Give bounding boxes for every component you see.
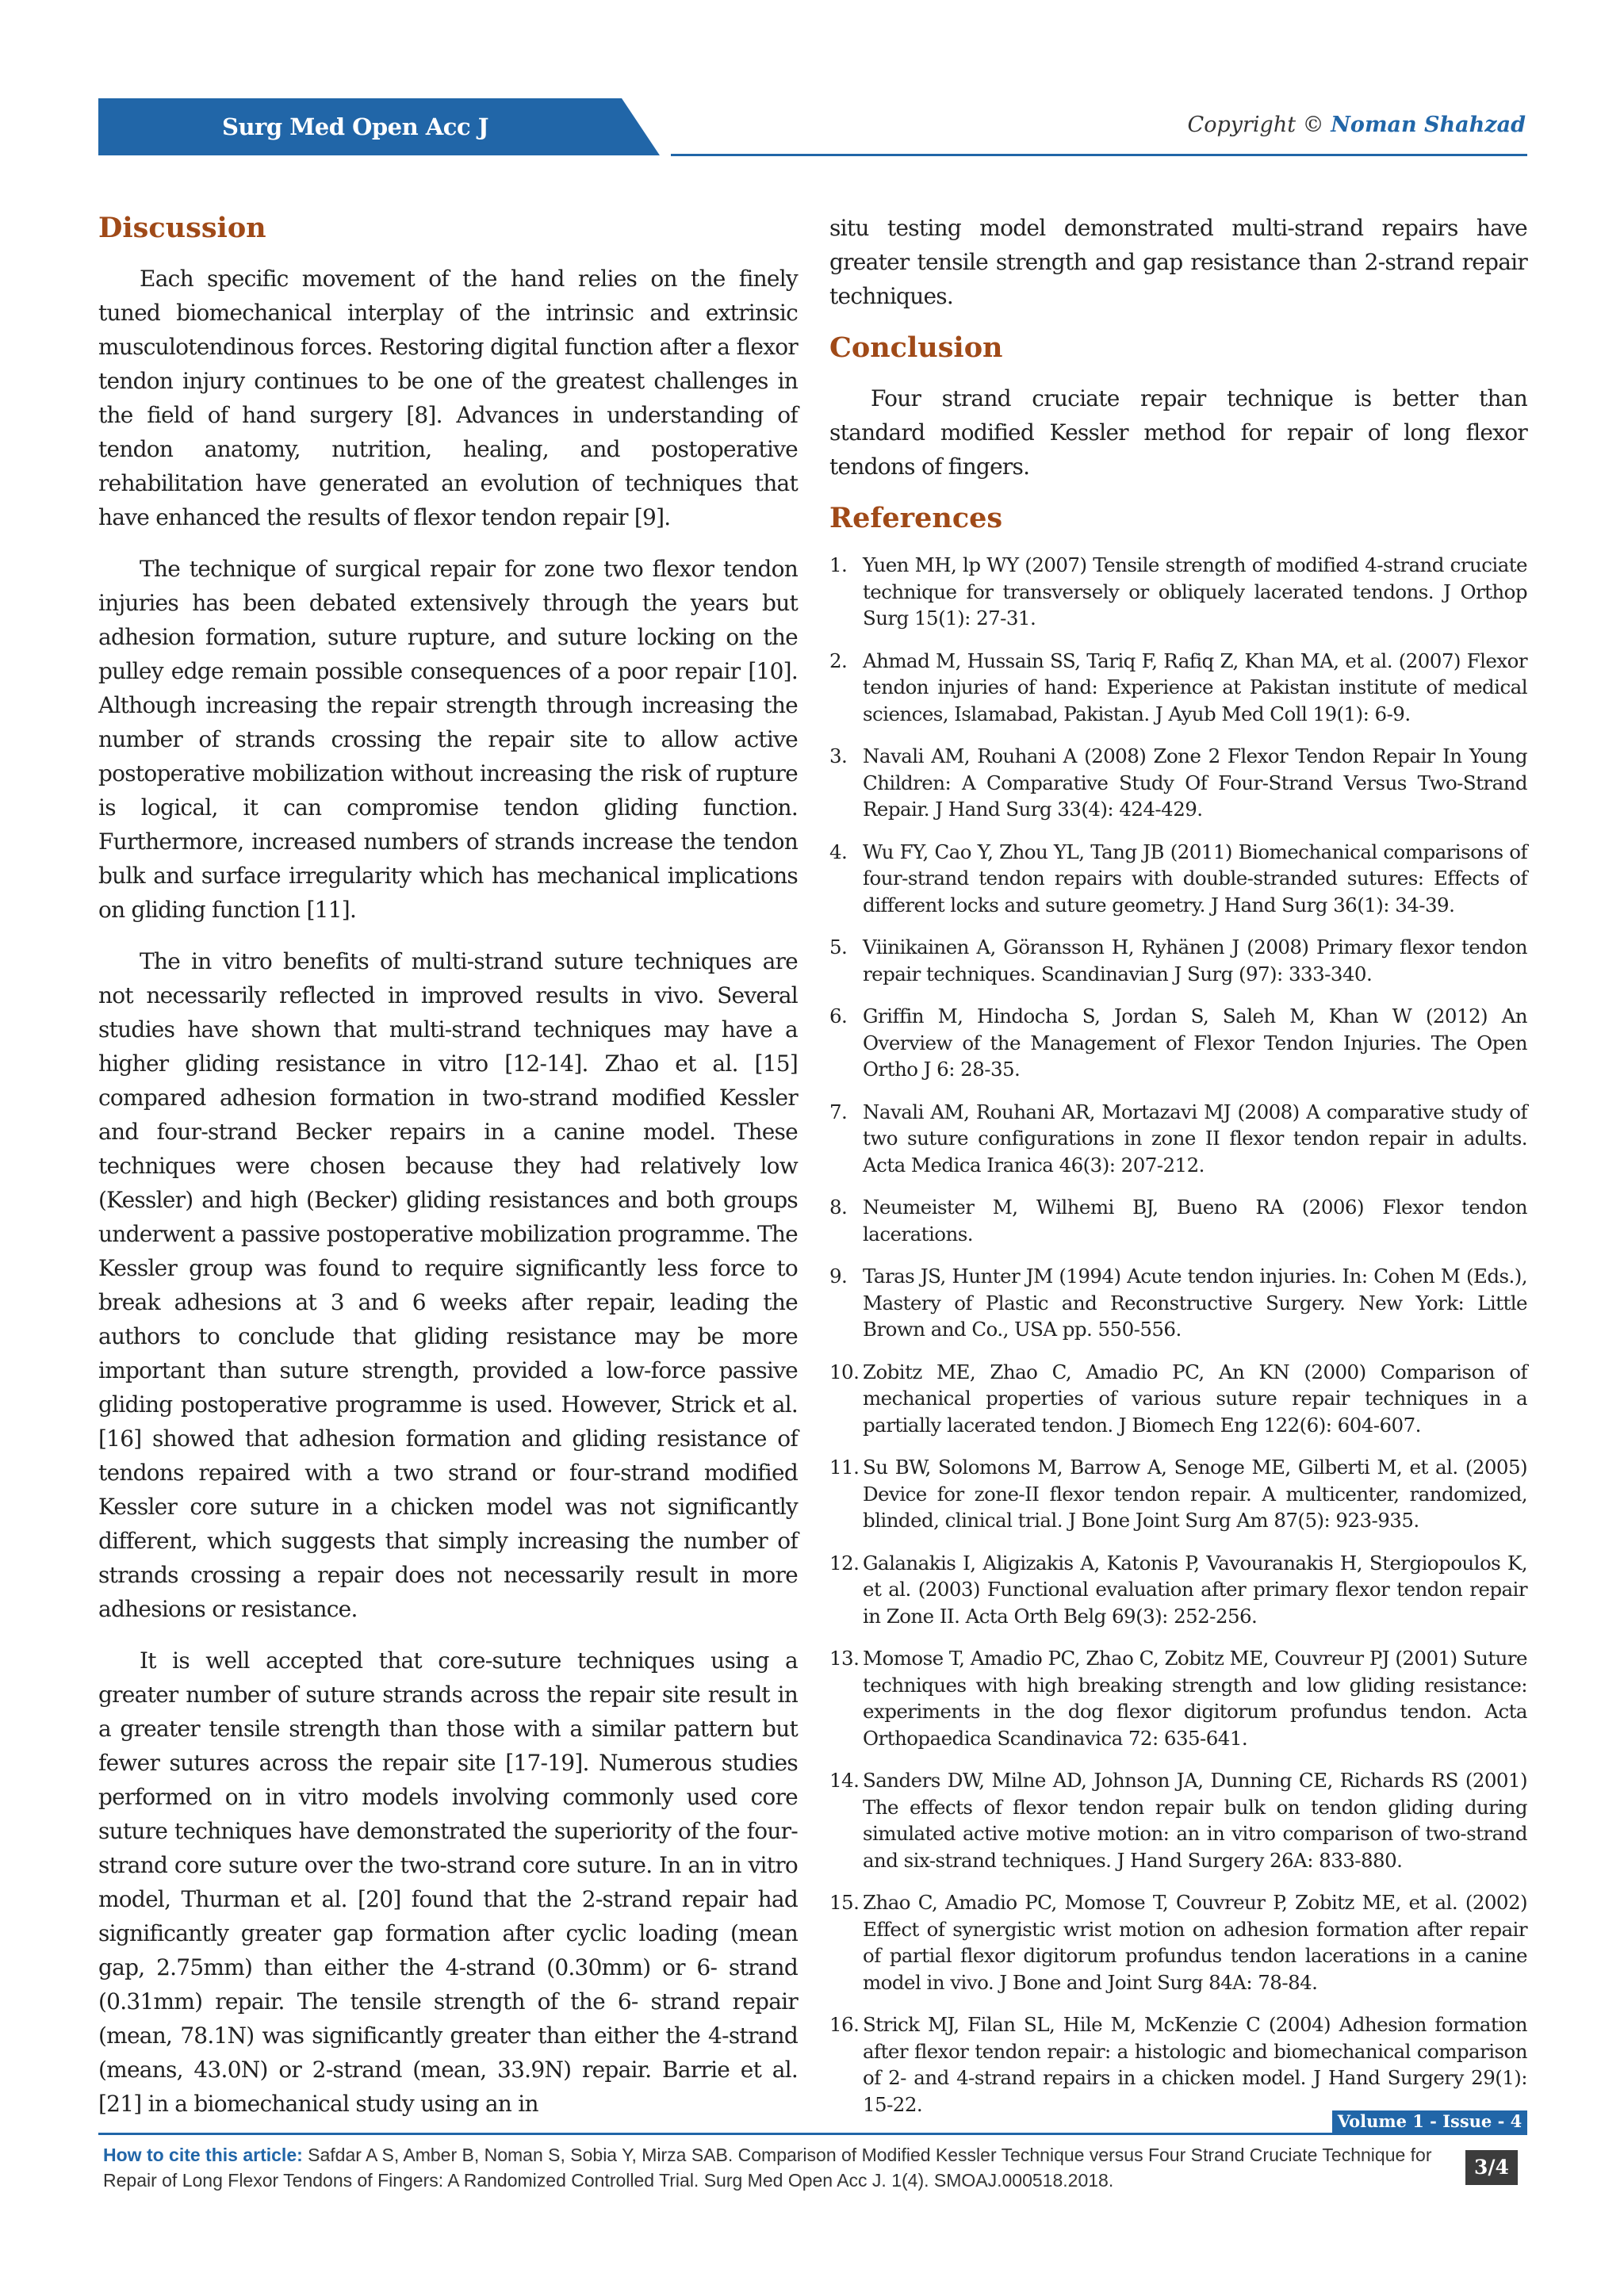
reference-item — [829, 1889, 1527, 1996]
reference-number: 6. — [829, 1004, 848, 1027]
discussion-paragraph: The technique of surgical repair for zone two flexor tendon injuries has been debated extensively through the years but adhesion formation, suture rupture, and suture locking on the pulley edge remain possible consequences of a poor repair [10]. Although increasing the repair strength through increasing the number of strands crossing the repair site to allow active postoperative mobilization without increasing the risk of rupture is logical, it can compromise tendon gliding function. Furthermore, increased numbers of strands increase the tendon bulk and surface irregularity which has mechanical implications on gliding function [11]. — [98, 556, 798, 923]
reference-text: Ahmad M, Hussain SS, Tariq F, Rafiq Z, Khan MA, et al. (2007) Flexor tendon injuries of hand: Experience at Pakistan institute of medical sciences, Islamabad, Pakistan. J Ayub Med Coll 19(1): 6-9. — [863, 649, 1527, 725]
reference-list — [829, 552, 1527, 2118]
reference-text: Griffin M, Hindocha S, Jordan S, Saleh M, Khan W (2012) An Overview of the Management of Flexor Tendon Injuries. The Open Ortho J 6: 28-35. — [863, 1004, 1527, 1081]
reference-number: 12. — [829, 1551, 860, 1575]
reference-number: 3. — [829, 744, 848, 767]
discussion-heading: Discussion — [98, 212, 266, 244]
reference-text: Zobitz ME, Zhao C, Amadio PC, An KN (2000) Comparison of mechanical properties of various suture repair techniques in a partially lacerated tendon. J Biomech Eng 122(6): 604-607. — [863, 1360, 1527, 1437]
citation-label: How to cite this article: — [103, 2145, 303, 2165]
reference-number: 1. — [829, 553, 848, 576]
reference-item — [829, 552, 1527, 632]
reference-item — [829, 1645, 1527, 1751]
reference-item — [829, 839, 1527, 919]
reference-item — [829, 1454, 1527, 1534]
reference-text: Navali AM, Rouhani AR, Mortazavi MJ (2008) A comparative study of two suture configurations in zone II flexor tendon repair in adults. Acta Medica Iranica 46(3): 207-212. — [863, 1100, 1527, 1177]
reference-text: Navali AM, Rouhani A (2008) Zone 2 Flexor Tendon Repair In Young Children: A Comparative Study Of Four-Strand Versus Two-Strand Repair. J Hand Surg 33(4): 424-429. — [863, 744, 1527, 821]
reference-text: Momose T, Amadio PC, Zhao C, Zobitz ME, Couvreur PJ (2001) Suture techniques with high breaking strength and low gliding resistance: experiments in the dog flexor digitorum profundus tendon. Acta Orthopaedica Scandinavica 72: 635-641. — [863, 1647, 1527, 1750]
discussion-continuation: situ testing model demonstrated multi-strand repairs have greater tensile strength and gap resistance than 2-strand repair techniques. — [829, 215, 1527, 309]
reference-text: Wu FY, Cao Y, Zhou YL, Tang JB (2011) Biomechanical comparisons of four-strand tendon repairs with double-stranded sutures: Effects of different locks and suture geometry. J Hand Surg 36(1): 34-39. — [863, 840, 1527, 916]
reference-text: Sanders DW, Milne AD, Johnson JA, Dunning CE, Richards RS (2001) The effects of flexor tendon repair bulk on tendon gliding during simulated active motive motion: an in vitro comparison of two-strand and six-strand techniques. J Hand Surgery 26A: 833-880. — [863, 1769, 1527, 1872]
reference-number: 11. — [829, 1456, 860, 1479]
discussion-paragraph: The in vitro benefits of multi-strand suture techniques are not necessarily reflected in improved results in vivo. Several studies have shown that multi-strand techniques may have a higher gliding resistance in vitro [12-14]. Zhao et al. [15] compared adhesion formation in two-strand modified Kessler and four-strand Becker repairs in a canine model. These techniques were chosen because they had relatively low (Kessler) and high (Becker) gliding resistances and both groups underwent a passive postoperative mobilization programme. The Kessler group was found to require significantly less force to break adhesions at 3 and 6 weeks after repair, leading the authors to conclude that gliding resistance may be more important than suture strength, provided a low-force passive gliding postoperative programme is used. However, Strick et al. [16] showed that adhesion formation and gliding resistance of tendons repaired with a two strand or four-strand modified Kessler core suture in a chicken model was not significantly different, which suggests that simply increasing the number of strands crossing a repair does not necessarily result in more adhesions or resistance. — [98, 948, 798, 1622]
header-divider — [671, 154, 1527, 156]
copyright — [1188, 113, 1526, 137]
citation-text: Safdar A S, Amber B, Noman S, Sobia Y, Mirza SAB. Comparison of Modified Kessler Technique versus Four Strand Cruciate Technique for Repair of Long Flexor Tendons of Fingers: A Randomized Controlled Trial. Surg Med Open Acc J. 1(4). SMOAJ.000518.2018. — [103, 2145, 1432, 2191]
reference-text: Yuen MH, lp WY (2007) Tensile strength of modified 4-strand cruciate technique for transversely or obliquely lacerated tendons. J Orthop Surg 15(1): 27-31. — [863, 553, 1527, 629]
reference-item — [829, 1003, 1527, 1083]
reference-text: Strick MJ, Filan SL, Hile M, McKenzie C (2004) Adhesion formation after flexor tendon repair: a histologic and biomechanical comparison of 2- and 4-strand repairs in a chicken model. J Hand Surgery 29(1): 15-22. — [863, 2013, 1527, 2116]
reference-item — [829, 743, 1527, 823]
reference-number: 2. — [829, 649, 848, 672]
volume-badge: Volume 1 - Issue - 4 — [1332, 2110, 1527, 2133]
left-column — [98, 211, 798, 2138]
reference-number: 9. — [829, 1265, 848, 1288]
reference-text: Taras JS, Hunter JM (1994) Acute tendon injuries. In: Cohen M (Eds.), Mastery of Plastic and Reconstructive Surgery. New York: Little Brown and Co., USA pp. 550-556. — [863, 1265, 1527, 1341]
copyright-author[interactable]: Noman Shahzad — [1331, 113, 1526, 137]
references-heading: References — [829, 502, 1003, 534]
discussion-paragraph: Each specific movement of the hand relies on the finely tuned biomechanical interplay of the intrinsic and extrinsic musculotendinous forces. Restoring digital function after a flexor tendon injury continues to be one of the greatest challenges in the field of hand surgery [8]. Advances in understanding of tendon anatomy, nutrition, healing, and postoperative rehabilitation have generated an evolution of techniques that have enhanced the results of flexor tendon repair [9]. — [98, 266, 798, 530]
reference-number: 14. — [829, 1769, 860, 1792]
journal-title: Surg Med Open Acc J — [222, 113, 488, 140]
reference-item — [829, 1767, 1527, 1873]
footer-divider — [98, 2133, 1527, 2135]
reference-item — [829, 1359, 1527, 1439]
reference-text: Neumeister M, Wilhemi BJ, Bueno RA (2006) Flexor tendon lacerations. — [863, 1196, 1527, 1246]
conclusion-heading: Conclusion — [829, 331, 1003, 364]
reference-item — [829, 1263, 1527, 1343]
reference-item — [829, 1194, 1527, 1247]
reference-item — [829, 1550, 1527, 1630]
reference-number: 8. — [829, 1196, 848, 1219]
reference-number: 5. — [829, 936, 848, 959]
conclusion-text: Four strand cruciate repair technique is better than standard modified Kessler method for repair of long flexor tendons of fingers. — [829, 385, 1527, 480]
discussion-paragraph: It is well accepted that core-suture techniques using a greater number of suture strands across the repair site result in a greater tensile strength than those with a similar pattern but fewer sutures across the repair site [17-19]. Numerous studies performed on in vitro models involving commonly used core suture techniques have demonstrated the superiority of the four-strand core suture over the two-strand core suture. In an in vitro model, Thurman et al. [20] found that the 2-strand repair had significantly greater gap formation after cyclic loading (mean gap, 2.75mm) than either the 4-strand (0.30mm) or 6- strand (0.31mm) repair. The tensile strength of the 6- strand repair (mean, 78.1N) was significantly greater than either the 4-strand (means, 43.0N) or 2-strand (mean, 33.9N) repair. Barrie et al. [21] in a biomechanical study using an in — [98, 1647, 798, 2117]
reference-number: 4. — [829, 840, 848, 863]
reference-number: 13. — [829, 1647, 860, 1670]
reference-item — [829, 1099, 1527, 1179]
citation — [103, 2142, 1443, 2193]
reference-item — [829, 2011, 1527, 2118]
reference-item — [829, 934, 1527, 987]
reference-number: 16. — [829, 2013, 860, 2036]
reference-number: 10. — [829, 1360, 860, 1383]
reference-text: Su BW, Solomons M, Barrow A, Senoge ME, Gilberti M, et al. (2005) Device for zone-II flexor tendon repair. A multicenter, randomized, blinded, clinical trial. J Bone Joint Surg Am 87(5): 923-935. — [863, 1456, 1527, 1532]
reference-item — [829, 648, 1527, 728]
reference-text: Galanakis I, Aligizakis A, Katonis P, Vavouranakis H, Stergiopoulos K, et al. (2003) Functional evaluation after primary flexor tendon repair in Zone II. Acta Orth Belg 69(3): 252-256. — [863, 1551, 1527, 1628]
reference-text: Viinikainen A, Göransson H, Ryhänen J (2008) Primary flexor tendon repair techniques. Scandinavian J Surg (97): 333-340. — [863, 936, 1527, 985]
page-number: 3/4 — [1465, 2150, 1518, 2185]
right-column — [829, 211, 1527, 2133]
reference-number: 15. — [829, 1891, 860, 1914]
copyright-label: Copyright © — [1187, 113, 1324, 137]
reference-text: Zhao C, Amadio PC, Momose T, Couvreur P, Zobitz ME, et al. (2002) Effect of synergistic wrist motion on adhesion formation after repair of partial flexor digitorum profundus tendon lacerations in a canine model in vivo. J Bone and Joint Surg 84A: 78-84. — [863, 1891, 1527, 1994]
reference-number: 7. — [829, 1100, 848, 1123]
